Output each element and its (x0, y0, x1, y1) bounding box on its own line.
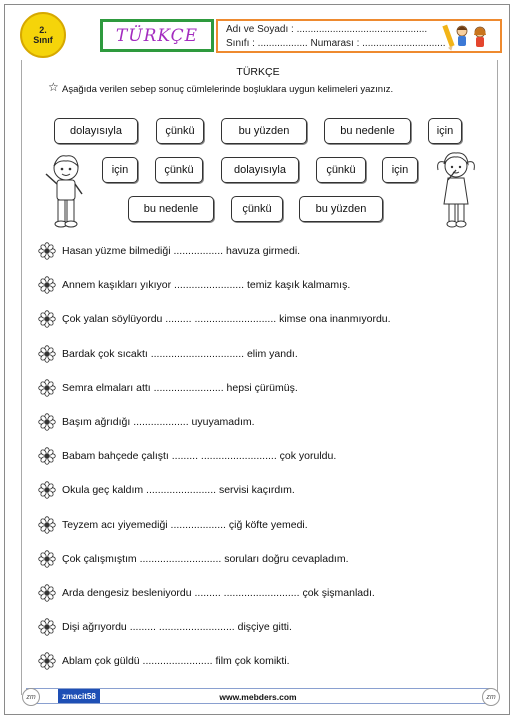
sentence-text[interactable]: Semra elmaları attı ........................ hepsi çürümüş. (62, 382, 298, 394)
sentence-text[interactable]: Babam bahçede çalıştı ......... .......................... çok yoruldu. (62, 450, 337, 462)
sentence-text[interactable]: Okula geç kaldım ........................ servisi kaçırdım. (62, 484, 295, 496)
flower-bullet-icon (38, 413, 56, 431)
word-chip[interactable]: için (102, 157, 138, 183)
word-chip[interactable]: çünkü (155, 157, 203, 183)
sentence-row (38, 480, 295, 500)
word-chip[interactable]: bu yüzden (221, 118, 307, 144)
class-number-field[interactable]: Sınıfı : .................. Numarası : .............................. (226, 38, 446, 49)
word-chip[interactable]: dolayısıyla (54, 118, 138, 144)
sentence-row (38, 515, 308, 535)
word-chip[interactable]: bu yüzden (299, 196, 383, 222)
word-chip[interactable]: çünkü (156, 118, 204, 144)
flower-bullet-icon (38, 345, 56, 363)
page-title: TÜRKÇE (236, 66, 280, 78)
flower-bullet-icon (38, 276, 56, 294)
sentence-text[interactable]: Arda dengesiz besleniyordu ......... .......................... çok şişmanladı. (62, 587, 375, 599)
sentence-row (38, 378, 298, 398)
footer-tag: zmacit58 (58, 689, 100, 703)
flower-bullet-icon (38, 516, 56, 534)
sentence-text[interactable]: Çok çalışmıştım ............................ soruları doğru cevapladım. (62, 553, 349, 565)
word-chip[interactable]: için (428, 118, 462, 144)
word-chip[interactable]: çünkü (316, 157, 366, 183)
sentence-text[interactable]: Annem kaşıkları yıkıyor ........................ temiz kaşık kalmamış. (62, 279, 351, 291)
flower-bullet-icon (38, 379, 56, 397)
student-info-box (216, 19, 502, 53)
left-margin-line (21, 60, 22, 695)
word-chip[interactable]: dolayısıyla (221, 157, 299, 183)
sentence-row (38, 309, 391, 329)
corner-logo-left: zm (22, 688, 40, 706)
instruction-text: Aşağıda verilen sebep sonuç cümlelerinde boşluklara uygun kelimeleri yazınız. (62, 84, 394, 95)
footer-website-link[interactable]: www.mebders.com (219, 692, 297, 702)
flower-bullet-icon (38, 242, 56, 260)
name-field[interactable]: Adı ve Soyadı : ............................................... (226, 24, 428, 35)
sentence-row (38, 446, 336, 466)
word-chip[interactable]: bu nedenle (128, 196, 214, 222)
flower-bullet-icon (38, 652, 56, 670)
subject-title-box (100, 19, 214, 52)
star-icon: ☆ (48, 80, 59, 94)
sentence-row (38, 549, 349, 569)
sentence-text[interactable]: Çok yalan söylüyordu ......... ............................ kimse ona inanmıyordu. (62, 313, 391, 325)
sentence-text[interactable]: Hasan yüzme bilmediği ................. havuza girmedi. (62, 245, 301, 257)
girl-icon (432, 150, 480, 230)
sentence-row (38, 275, 350, 295)
sentence-text[interactable]: Bardak çok sıcaktı ................................ elim yandı. (62, 348, 298, 360)
word-chip[interactable]: için (382, 157, 418, 183)
flower-bullet-icon (38, 550, 56, 568)
sentence-row (38, 617, 292, 637)
grade-badge (20, 12, 66, 58)
word-chip[interactable]: bu nedenle (324, 118, 411, 144)
word-chip[interactable]: çünkü (231, 196, 283, 222)
sentence-text[interactable]: Dişi ağrıyordu ......... .......................... dişçiye gitti. (62, 621, 292, 633)
right-margin-line (497, 60, 498, 695)
boy-icon (40, 152, 88, 230)
flower-bullet-icon (38, 447, 56, 465)
kids-pencil-icon (440, 21, 498, 51)
sentence-row (38, 651, 290, 671)
sentence-text[interactable]: Teyzem acı yiyemediği ................... çiğ köfte yemedi. (62, 519, 308, 531)
subject-title: TÜRKÇE (115, 25, 199, 46)
sentence-text[interactable]: Ablam çok güldü ........................ film çok komikti. (62, 655, 290, 667)
flower-bullet-icon (38, 618, 56, 636)
flower-bullet-icon (38, 310, 56, 328)
grade-label: Sınıf (33, 35, 53, 45)
grade-number: 2. (39, 25, 47, 35)
sentence-row (38, 583, 375, 603)
corner-logo-right: zm (482, 688, 500, 706)
flower-bullet-icon (38, 584, 56, 602)
sentence-row (38, 412, 255, 432)
sentence-row (38, 344, 298, 364)
flower-bullet-icon (38, 481, 56, 499)
sentence-row (38, 241, 300, 261)
sentence-text[interactable]: Başım ağrıdığı ................... uyuyamadım. (62, 416, 255, 428)
